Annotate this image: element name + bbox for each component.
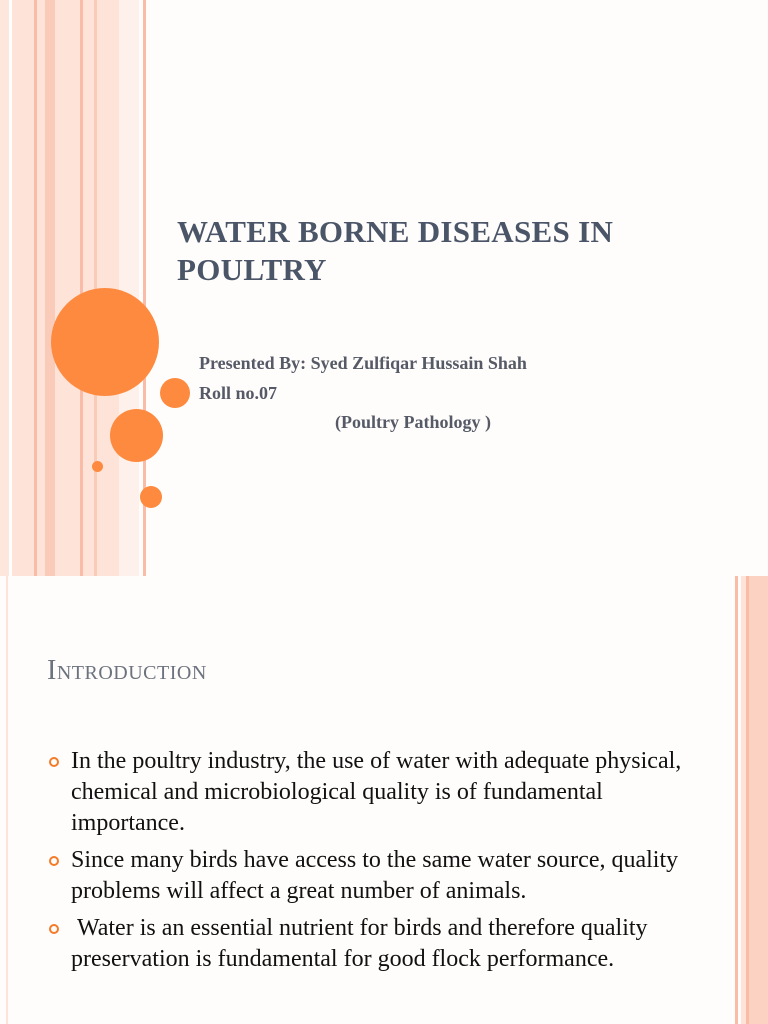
decorative-stripe [0, 0, 9, 576]
decorative-stripe [83, 0, 94, 576]
decorative-stripe [12, 0, 34, 576]
circle-bullet-icon [49, 757, 59, 767]
decorative-stripe [119, 0, 139, 576]
bullet-list [47, 746, 687, 981]
bullet-text: Since many birds have access to the same water source, quality problems will affect a great number of animals. [71, 847, 679, 904]
decorative-circle [92, 461, 103, 472]
decorative-circle-large [51, 288, 159, 396]
decorative-circle [140, 486, 162, 508]
circle-bullet-icon [49, 924, 59, 934]
bullet-text: In the poultry industry, the use of water with adequate physical, chemical and microbiological quality is of fundamental importance. [71, 748, 682, 836]
decorative-stripe [6, 576, 8, 1024]
decorative-stripe [55, 0, 80, 576]
decorative-stripe [45, 0, 55, 576]
slide-title-heading: WATER BORNE DISEASES IN POULTRY [177, 214, 614, 287]
decorative-stripe [37, 0, 45, 576]
decorative-stripe [735, 576, 738, 1024]
bullet-text: Water is an essential nutrient for birds and therefore quality preservation is fundamental for good flock performance. [71, 915, 654, 972]
circle-bullet-icon [49, 856, 59, 866]
decorative-stripe [749, 576, 768, 1024]
department-text: (Poultry Pathology ) [335, 412, 491, 432]
decorative-circle [110, 409, 163, 462]
list-item [47, 746, 687, 839]
roll-number-text: Roll no.07 [199, 383, 278, 403]
list-item [47, 913, 687, 975]
presenter-text: Presented By: Syed Zulfiqar Hussain Shah [199, 353, 527, 373]
decorative-circle [160, 378, 190, 408]
list-item [47, 845, 687, 907]
introduction-heading: Introduction [47, 655, 207, 686]
